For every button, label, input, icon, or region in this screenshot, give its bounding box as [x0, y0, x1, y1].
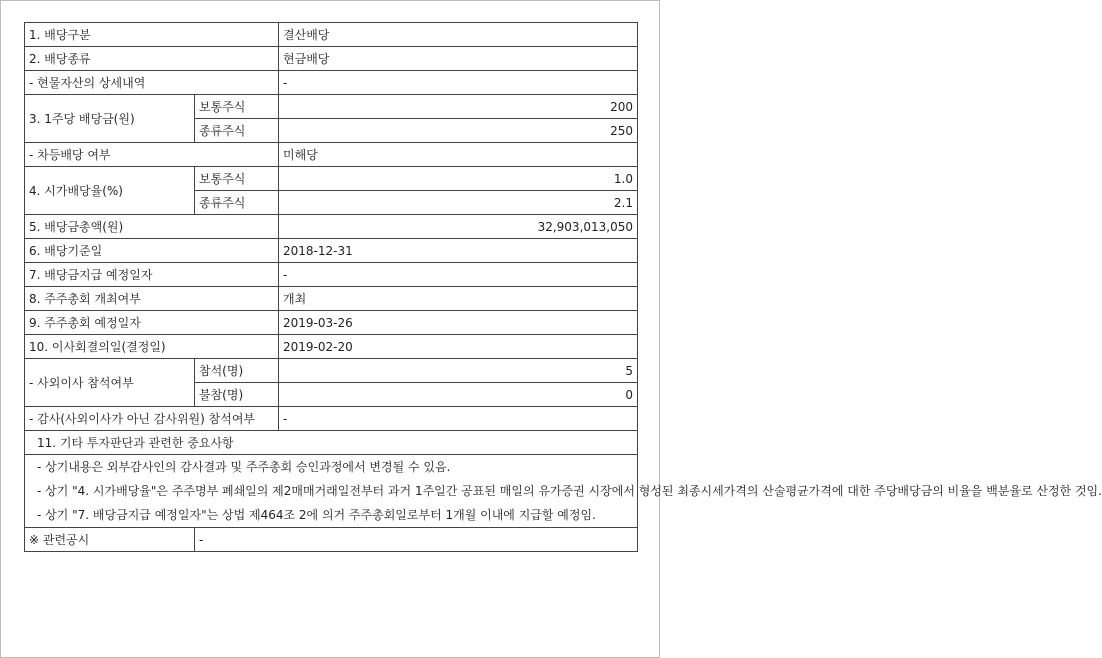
value-differential-dividend: 미해당	[279, 143, 638, 167]
row-other-matters-header	[25, 431, 638, 455]
label-agm-date: 9. 주주총회 예정일자	[25, 311, 279, 335]
note-3: - 상기 "7. 배당금지급 예정일자"는 상법 제464조 2에 의거 주주총회일로부터 1개월 이내에 지급할 예정임.	[37, 508, 596, 522]
row-other-matters-notes	[25, 455, 638, 528]
label-payment-date: 7. 배당금지급 예정일자	[25, 263, 279, 287]
value-in-kind-details: -	[279, 71, 638, 95]
row-agm-held	[25, 287, 638, 311]
label-differential-dividend: - 차등배당 여부	[25, 143, 279, 167]
label-total-dividend: 5. 배당금총액(원)	[25, 215, 279, 239]
value-board-resolution-date: 2019-02-20	[279, 335, 638, 359]
value-common-dps: 200	[279, 95, 638, 119]
label-agm-held: 8. 주주총회 개최여부	[25, 287, 279, 311]
row-outside-directors-present	[25, 359, 638, 383]
label-dividend-kind: 2. 배당종류	[25, 47, 279, 71]
sub-label-common-yield: 보통주식	[195, 167, 279, 191]
label-dividend-type: 1. 배당구분	[25, 23, 279, 47]
row-in-kind-details	[25, 71, 638, 95]
row-auditor-attendance	[25, 407, 638, 431]
note-1: - 상기내용은 외부감사인의 감사결과 및 주주총회 승인과정에서 변경될 수 있음.	[37, 460, 451, 474]
value-related-disclosure: -	[195, 528, 638, 552]
value-auditor-attendance: -	[279, 407, 638, 431]
value-total-dividend: 32,903,013,050	[279, 215, 638, 239]
label-outside-directors-attendance: - 사외이사 참석여부	[25, 359, 195, 407]
row-board-resolution-date	[25, 335, 638, 359]
value-dividend-type: 결산배당	[279, 23, 638, 47]
value-absent: 0	[279, 383, 638, 407]
label-related-disclosure: ※ 관련공시	[25, 528, 195, 552]
row-related-disclosure	[25, 528, 638, 552]
sub-label-preferred-yield: 종류주식	[195, 191, 279, 215]
sub-label-absent: 불참(명)	[195, 383, 279, 407]
value-agm-held: 개최	[279, 287, 638, 311]
value-preferred-dps: 250	[279, 119, 638, 143]
row-dividend-kind	[25, 47, 638, 71]
value-dividend-kind: 현금배당	[279, 47, 638, 71]
row-dividend-type	[25, 23, 638, 47]
value-preferred-yield: 2.1	[279, 191, 638, 215]
label-auditor-attendance: - 감사(사외이사가 아닌 감사위원) 참석여부	[25, 407, 279, 431]
label-board-resolution-date: 10. 이사회결의일(결정일)	[25, 335, 279, 359]
row-agm-date	[25, 311, 638, 335]
sub-label-present: 참석(명)	[195, 359, 279, 383]
sub-label-preferred-dps: 종류주식	[195, 119, 279, 143]
note-2: - 상기 "4. 시가배당율"은 주주명부 폐쇄일의 제2매매거래일전부터 과거 1주일간 공표된 매일의 유가증권 시장에서 형성된 최종시세가격의 산술평균가격에 대한 주당배당금의 비율을 백분율로 산정한 것임.	[37, 484, 1102, 498]
label-in-kind-details: - 현물자산의 상세내역	[25, 71, 279, 95]
row-differential-dividend	[25, 143, 638, 167]
value-present: 5	[279, 359, 638, 383]
row-payment-date	[25, 263, 638, 287]
other-matters-notes	[25, 455, 1102, 528]
value-record-date: 2018-12-31	[279, 239, 638, 263]
row-total-dividend	[25, 215, 638, 239]
value-common-yield: 1.0	[279, 167, 638, 191]
dividend-disclosure-table	[24, 22, 1102, 552]
row-record-date	[25, 239, 638, 263]
label-other-matters: 11. 기타 투자판단과 관련한 중요사항	[25, 431, 638, 455]
label-record-date: 6. 배당기준일	[25, 239, 279, 263]
row-yield-common	[25, 167, 638, 191]
value-agm-date: 2019-03-26	[279, 311, 638, 335]
value-payment-date: -	[279, 263, 638, 287]
label-dividend-yield: 4. 시가배당율(%)	[25, 167, 195, 215]
sub-label-common-dps: 보통주식	[195, 95, 279, 119]
label-dividend-per-share: 3. 1주당 배당금(원)	[25, 95, 195, 143]
row-dps-common	[25, 95, 638, 119]
